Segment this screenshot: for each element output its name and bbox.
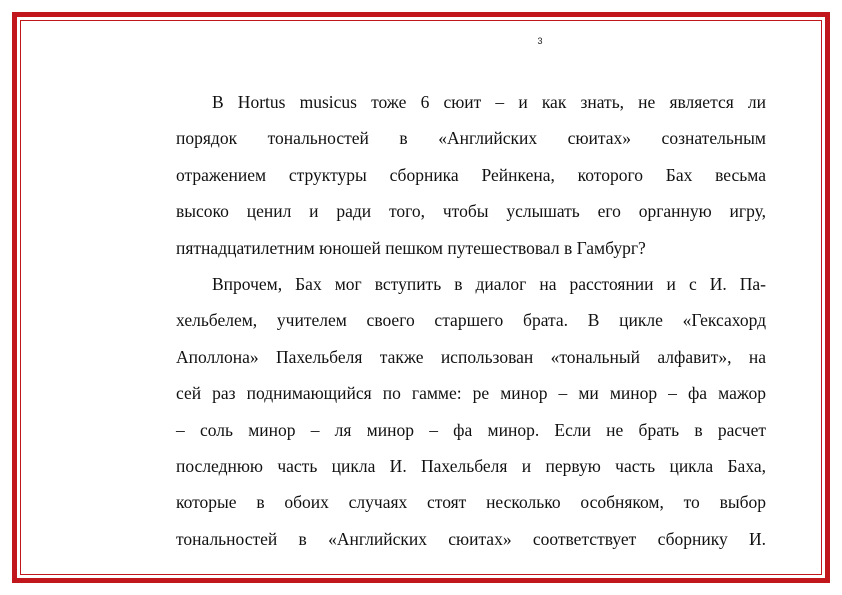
text-line: последнюю часть цикла И. Пахельбеля и первую часть цикла Баха, — [176, 455, 766, 476]
text-line: тональностей в «Английских сюитах» соответствует сборнику И. — [176, 528, 766, 549]
document-body — [176, 84, 766, 557]
text-line: – соль минор – ля минор – фа минор. Если не брать в расчет — [176, 419, 766, 440]
text-line: отражением структуры сборника Рейнкена, которого Бах весьма — [176, 164, 766, 185]
text-line: которые в обоих случаях стоят несколько особняком, то выбор — [176, 492, 766, 513]
text-line: сей раз поднимающийся по гамме: ре минор – ми минор – фа мажор — [176, 383, 766, 404]
text-line: хельбелем, учителем своего старшего брата. В цикле «Гексахорд — [176, 310, 766, 331]
page-number: 3 — [537, 36, 543, 46]
text-line: высоко ценил и ради того, чтобы услышать его органную игру, — [176, 201, 766, 222]
text-line: порядок тональностей в «Английских сюитах» сознательным — [176, 128, 766, 149]
text-line: Впрочем, Бах мог вступить в диалог на расстоянии и с И. Па- — [212, 273, 766, 294]
text-line: В Hortus musicus тоже 6 сюит – и как знать, не является ли — [212, 92, 766, 112]
text-line: пятнадцатилетним юношей пешком путешествовал в Гамбург? — [176, 237, 646, 258]
text-line: Аполлона» Пахельбеля также использован «тональный алфавит», на — [176, 346, 766, 367]
